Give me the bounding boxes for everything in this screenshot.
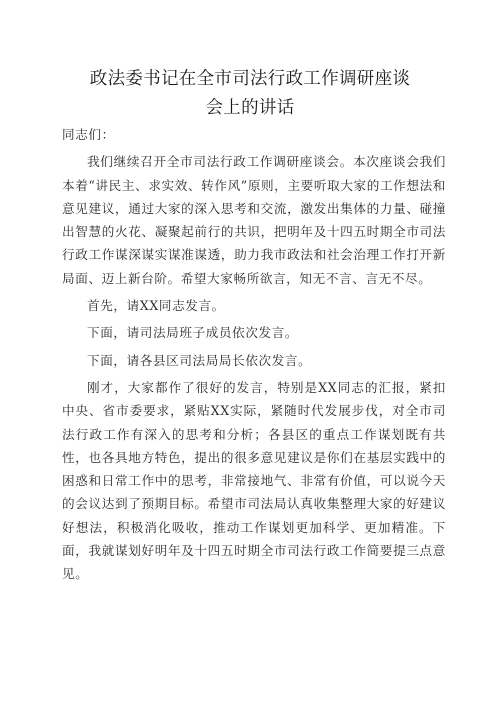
paragraph-county-directors: 下面，请各县区司法局局长依次发言。 [87, 352, 312, 368]
paragraph-opening: 我们继续召开全市司法行政工作调研座谈会。本次座谈会我们本着“讲民主、求实效、转作风”原则，主要听取大家的工作想法和意见建议，通过大家的深入思考和交流，激发出集体的力量、碰撞出智慧的火花、凝聚起前行的共识，把明年及十四五时期全市司法行政工作谋深谋实谋准谋透，助力我市政法和社会治理工作打开新局面、迈上新台阶。希望大家畅所欲言，知无不言、言无不尽。 [62, 154, 446, 286]
salutation: 同志们： [62, 127, 115, 142]
document-title-line-2: 会上的讲话 [205, 98, 295, 118]
document-body [62, 123, 446, 586]
document-title-line-1: 政法委书记在全市司法行政工作调研座谈 [89, 69, 411, 89]
paragraph-bureau-members: 下面，请司法局班子成员依次发言。 [87, 325, 299, 341]
paragraph-summary: 刚才，大家都作了很好的发言，特别是XX同志的汇报，紧扣中央、省市委要求，紧贴XX实际，紧随时代发展步伐，对全市司法行政工作有深入的思考和分析；各县区的重点工作谋划既有共性，也各具地方特色，提出的很多意见建议是你们在基层实践中的困惑和日常工作中的思考，非常接地气、非常有价值，可以说今天的会议达到了预期目标。希望市司法局认真收集整理大家的好建议好想法，积极消化吸收，推动工作谋划更加科学、更加精准。下面，我就谋划好明年及十四五时期全市司法行政工作简要提三点意见。 [62, 379, 446, 582]
paragraph-first-speaker: 首先，请XX同志发言。 [87, 298, 225, 314]
